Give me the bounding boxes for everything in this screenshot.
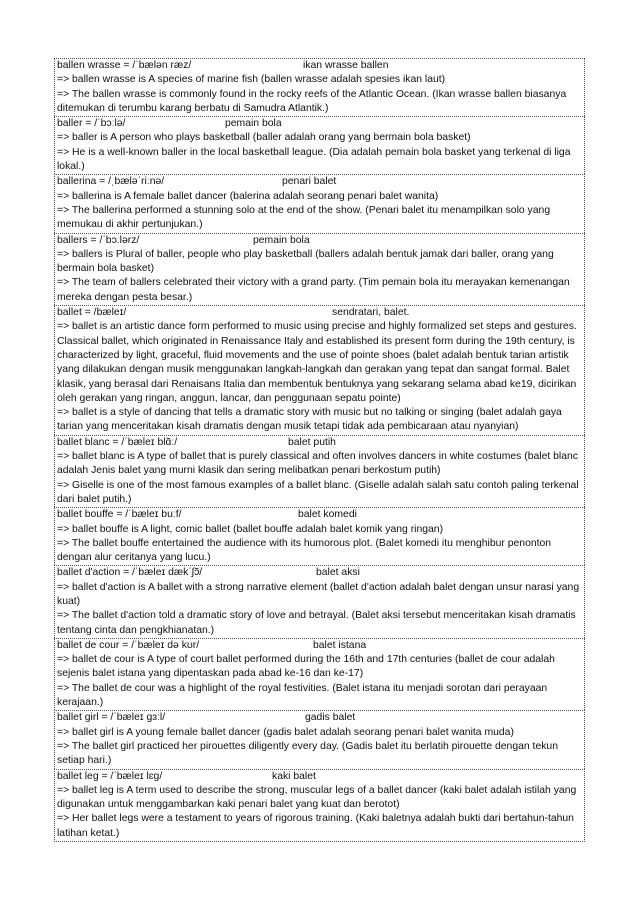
dictionary-entry xyxy=(54,305,585,435)
entry-headword: ballet leg = /ˈbæleɪ lɛɡ/ xyxy=(57,770,163,782)
entry-example-line: => Giselle is one of the most famous examples of a ballet blanc. (Giselle adalah salah satu contoh paling terkenal dari balet putih.) xyxy=(57,479,579,505)
entry-example-line: => ballen wrasse is A species of marine fish (ballen wrasse adalah spesies ikan laut) xyxy=(57,74,446,86)
entry-example-line: => The ballet d'action told a dramatic story of love and betrayal. (Balet aksi tersebut menceritakan kisah dramatis tentang cinta dan pengkhianatan.) xyxy=(57,610,576,636)
entry-headword: ballet blanc = /ˈbæleɪ blɑ̃ː/ xyxy=(57,436,178,448)
entry-translation: balet istana xyxy=(313,639,367,651)
entry-example-line: => ballet blanc is A type of ballet that is purely classical and often involves dancers in white costumes (balet blanc adalah Jenis balet yang murni klasik dan sering melibatkan penari berkostum putih) xyxy=(57,451,578,477)
entry-translation: balet komedi xyxy=(298,509,357,521)
entry-example-line: => ballerina is A female ballet dancer (balerina adalah seorang penari balet wanita) xyxy=(57,190,439,202)
dictionary-entry xyxy=(54,435,585,507)
entry-example-line: => ballet bouffe is A light, comic ballet (ballet bouffe adalah balet komik yang ringan) xyxy=(57,523,444,535)
entry-translation: pemain bola xyxy=(253,234,310,246)
entry-headword: ballet girl = /ˈbæleɪ ɡɜːl/ xyxy=(57,712,166,724)
entry-example-line: => The ballet girl practiced her pirouettes diligently every day. (Gadis balet itu berlatih pirouette dengan tekun setiap hari.) xyxy=(57,740,558,767)
entry-translation: kaki balet xyxy=(272,770,316,782)
entry-example-line: => ballet girl is A young female ballet dancer (gadis balet adalah seorang penari balet wanita muda) xyxy=(57,726,514,738)
entry-header xyxy=(57,117,582,131)
entry-header xyxy=(57,639,582,653)
dictionary-entry xyxy=(54,174,585,232)
entry-header xyxy=(57,566,582,580)
entry-header xyxy=(57,436,582,450)
entry-example-line: => ballers is Plural of baller, people who play basketball (ballers adalah bentuk jamak dari baller, orang yang bermain bola basket) xyxy=(57,248,554,275)
entry-header xyxy=(57,306,582,320)
dictionary-entry xyxy=(54,507,585,565)
entry-header xyxy=(57,711,582,725)
entry-header xyxy=(57,508,582,522)
dictionary-entry xyxy=(54,710,585,768)
entry-headword: baller = /ˈbɔːlə/ xyxy=(57,118,126,130)
entry-headword: ballet de cour = /ˈbæleɪ də kʊr/ xyxy=(57,639,200,651)
entry-example-line: => ballet leg is A term used to describe the strong, muscular legs of a ballet dancer (kaki balet adalah istilah yang digunakan untuk menggambarkan kaki penari balet yang kuat dan berotot) xyxy=(57,784,577,811)
dictionary-entry xyxy=(54,116,585,174)
dictionary-page xyxy=(54,58,585,842)
entry-translation: pemain bola xyxy=(225,118,282,130)
entry-example-line: => He is a well-known baller in the local basketball league. (Dia adalah pemain bola basket yang terkenal di liga lokal.) xyxy=(57,146,571,173)
entry-headword: ballers = /ˈbɔːlərz/ xyxy=(57,234,140,246)
entry-headword: ballet d'action = /ˈbæleɪ dækˈʃɔ̃/ xyxy=(57,567,203,579)
dictionary-entry xyxy=(54,233,585,305)
entry-example-line: => Her ballet legs were a testament to years of rigorous training. (Kaki baletnya adalah bukti dari bertahun-tahun latihan ketat.) xyxy=(57,813,574,839)
entry-example-line: => ballet is a style of dancing that tells a dramatic story with music but no talking or singing (balet adalah gaya tarian yang menceritakan kisah dramatis dengan musik tetapi tidak ada pembicaraan atau nyanyian) xyxy=(57,407,562,433)
entry-example-line: => ballet d'action is A ballet with a strong narrative element (ballet d'action adalah balet dengan unsur narasi yang kuat) xyxy=(57,581,580,607)
dictionary-entry xyxy=(54,638,585,710)
entry-translation: penari balet xyxy=(282,176,337,188)
dictionary-entry xyxy=(54,58,585,116)
entry-translation: sendratari, balet. xyxy=(332,307,410,319)
entry-example-line: => baller is A person who plays basketball (baller adalah orang yang bermain bola basket) xyxy=(57,132,471,144)
entry-example-line: => The team of ballers celebrated their victory with a grand party. (Tim pemain bola itu merayakan kemenangan mereka dengan pesta besar.) xyxy=(57,277,570,303)
entry-example-line: => ballet is an artistic dance form performed to music using precise and highly formalized set steps and gestures. Classical ballet, which originated in Renaissance Italy and established its present form during the 19th century, is characterized by light, graceful, fluid movements and the use of pointe shoes (balet adalah bentuk tarian artistik yang dilakukan dengan musik menggunakan langkah-langkah dan gerakan yang tepat dan sangat formal. Balet klasik, yang berasal dari Renaisans Italia dan membentuk bentuknya yang sekarang selama abad ke19, dicirikan oleh gerakan yang ringan, anggun, lancar, dan penggunaan sepatu pointe) xyxy=(57,321,577,404)
entry-example-line: => ballet de cour is A type of court ballet performed during the 16th and 17th centuries (ballet de cour adalah sejenis balet istana yang dipentaskan pada abad ke-16 dan ke-17) xyxy=(57,654,555,680)
entry-translation: ikan wrasse ballen xyxy=(303,60,389,71)
dictionary-entry xyxy=(54,565,585,637)
entry-headword: ballerina = /ˌbæləˈriːnə/ xyxy=(57,176,165,188)
entry-translation: balet aksi xyxy=(316,567,360,579)
entry-headword: ballen wrasse = /ˈbælən ræz/ xyxy=(57,60,192,71)
entry-example-line: => The ballerina performed a stunning solo at the end of the show. (Penari balet itu menampilkan solo yang memukau di akhir pertunjukan.) xyxy=(57,204,551,231)
entry-header xyxy=(57,59,582,73)
entry-headword: ballet bouffe = /ˈbæleɪ buːf/ xyxy=(57,509,182,521)
entry-header xyxy=(57,234,582,248)
entry-header xyxy=(57,770,582,784)
entry-translation: balet putih xyxy=(288,436,336,448)
entry-example-line: => The ballet de cour was a highlight of the royal festivities. (Balet istana itu menjadi sorotan dari perayaan kerajaan.) xyxy=(57,682,548,709)
entry-example-line: => The ballen wrasse is commonly found in the rocky reefs of the Atlantic Ocean. (Ikan wrasse ballen biasanya ditemukan di terumbu karang berbatu di Samudra Atlantik.) xyxy=(57,88,567,114)
entry-header xyxy=(57,175,582,189)
dictionary-entry xyxy=(54,769,585,842)
entry-headword: ballet = /bæleɪ/ xyxy=(57,307,127,319)
entry-example-line: => The ballet bouffe entertained the audience with its humorous plot. (Balet komedi itu menghibur penonton dengan alur ceritanya yang lucu.) xyxy=(57,537,552,564)
entry-translation: gadis balet xyxy=(305,712,356,724)
